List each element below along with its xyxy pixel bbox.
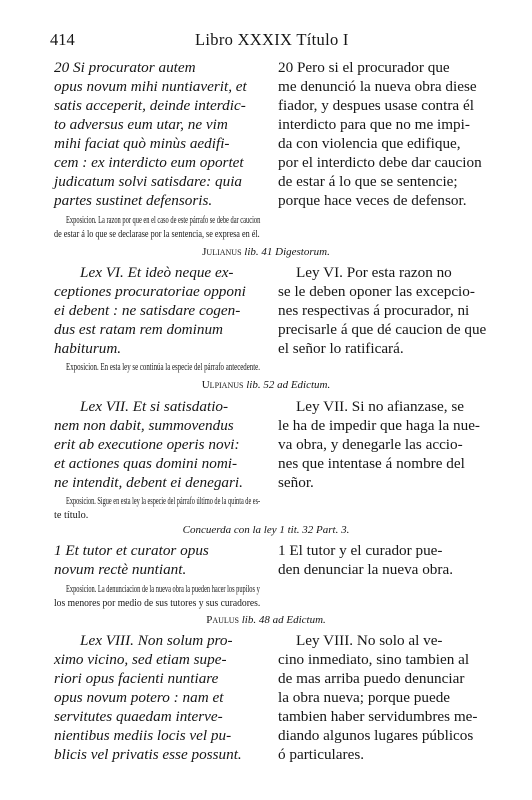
source-citation-julianus — [0, 246, 532, 258]
latin-line: nientibus mediis locis vel pu- — [54, 727, 232, 744]
spanish-line: precisarle á que dé caucion de que — [278, 321, 487, 338]
spanish-line: la obra nueva; porque puede — [278, 689, 451, 706]
spanish-line: de estar á lo que se sentencie; — [278, 173, 458, 190]
running-title: Libro XXXIX Título I — [195, 30, 349, 49]
spanish-line: porque hace veces de defensor. — [278, 192, 467, 209]
latin-line: opus novum mihi nuntiaverit, et — [54, 78, 247, 95]
latin-line: blicis vel privatis esse possunt. — [54, 746, 242, 763]
exposicion-note: Exposicion. La razon por que en el caso de este párrafo se debe dar caucion — [66, 215, 261, 226]
spanish-line: fiador, y despues usase contra él — [278, 97, 474, 114]
latin-line: ne intendit, debent ei denegari. — [54, 474, 243, 491]
latin-line: erit ab executione operis novi: — [54, 436, 240, 453]
citation-author: Julianus — [202, 246, 242, 258]
latin-line: 20 Si procurator autem — [54, 59, 196, 76]
spanish-line: se le deben oponer las excepcio- — [278, 283, 475, 300]
latin-line: cem : ex interdicto eum oportet — [54, 154, 244, 171]
latin-line: ei debent : ne satisdare cogen- — [54, 302, 241, 319]
latin-line: riori opus facienti nuntiare — [54, 670, 219, 687]
latin-line: 1 Et tutor et curator opus — [54, 542, 209, 559]
concordance-note: Concuerda con la ley 1 tit. 32 Part. 3. — [182, 524, 350, 536]
latin-line: ximo vicino, sed etiam supe- — [54, 651, 227, 668]
spanish-line: interdicto para que no me impi- — [278, 116, 470, 133]
spanish-line: me denunció la nueva obra diese — [278, 78, 477, 95]
latin-line: et actiones quas domini nomi- — [54, 455, 238, 472]
spanish-line: Ley VI. Por esta razon no — [296, 264, 452, 281]
latin-line: habiturum. — [54, 340, 122, 357]
citation-ref: lib. 48 ad Edictum. — [241, 614, 326, 626]
page-number: 414 — [50, 30, 75, 49]
citation-ref: lib. 52 ad Edictum. — [246, 379, 331, 391]
latin-line: to adversus eum utar, ne vim — [54, 116, 228, 133]
spanish-line: diando algunos lugares públicos — [278, 727, 474, 744]
exposicion-note: te título. — [54, 510, 89, 521]
spanish-line: Ley VII. Si no afianzase, se — [296, 398, 464, 415]
latin-line: servitutes quaedam interve- — [54, 708, 223, 725]
latin-line: ceptiones procuratoriae opponi — [54, 283, 246, 300]
spanish-line: den denunciar la nueva obra. — [278, 561, 453, 578]
spanish-line: nes respectivas á procurador, ni — [278, 302, 470, 319]
spanish-line: nes que intentase á nombre del — [278, 455, 465, 472]
latin-line: partes sustinet defensoris. — [54, 192, 213, 209]
citation-author: Ulpianus — [201, 379, 244, 391]
spanish-line: el señor lo ratificará. — [278, 340, 404, 357]
exposicion-note: los menores por medio de sus tutores y sus curadores. — [54, 598, 261, 609]
latin-line: opus novum potero : nam et — [54, 689, 224, 706]
latin-line: judicatum solvi satisdare: quia — [54, 173, 243, 190]
spanish-line: da con violencia que edifique, — [278, 135, 461, 152]
spanish-line: le ha de impedir que haga la nue- — [278, 417, 480, 434]
citation-author: Paulus — [206, 614, 239, 626]
latin-line: satis acceperit, deinde interdic- — [54, 97, 246, 114]
spanish-line: ó particulares. — [278, 746, 365, 763]
citation-ref: lib. 41 Digestorum. — [244, 246, 330, 258]
spanish-line: 1 El tutor y el curador pue- — [278, 542, 443, 559]
latin-line: Lex VIII. Non solum pro- — [80, 632, 233, 649]
spanish-line: va obra, y denegarle las accio- — [278, 436, 463, 453]
latin-line: dus est ratam rem dominum — [54, 321, 224, 338]
spanish-line: de mas arriba puedo denunciar — [278, 670, 465, 687]
exposicion-note: de estar á lo que se declarase por la sentencia, se expresa en él. — [54, 229, 260, 240]
spanish-line: por el interdicto debe dar caucion — [278, 154, 482, 171]
spanish-line: cino inmediato, sino tambien al — [278, 651, 470, 668]
source-citation-ulpianus — [0, 379, 532, 391]
latin-line: Lex VI. Et ideò neque ex- — [80, 264, 234, 281]
spanish-line: tambien haber servidumbres me- — [278, 708, 478, 725]
source-citation-paulus — [0, 614, 532, 626]
spanish-line: Ley VIII. No solo al ve- — [296, 632, 443, 649]
latin-line: novum rectè nuntiant. — [54, 561, 187, 578]
exposicion-note: Exposicion. La denunciacion de la nueva obra la pueden hacer los pupilos y — [66, 584, 260, 595]
spanish-line: 20 Pero si el procurador que — [278, 59, 450, 76]
exposicion-note: Exposicion. Sigue en esta ley la especie del párrafo último de la quinta de es- — [66, 496, 261, 507]
latin-line: nem non dabit, summovendus — [54, 417, 234, 434]
spanish-line: señor. — [278, 474, 314, 491]
latin-line: mihi faciat quò minùs aedifi- — [54, 135, 230, 152]
exposicion-note: Exposicion. En esta ley se continúa la especie del párrafo antecedente. — [66, 362, 260, 373]
latin-line: Lex VII. Et si satisdatio- — [80, 398, 229, 415]
